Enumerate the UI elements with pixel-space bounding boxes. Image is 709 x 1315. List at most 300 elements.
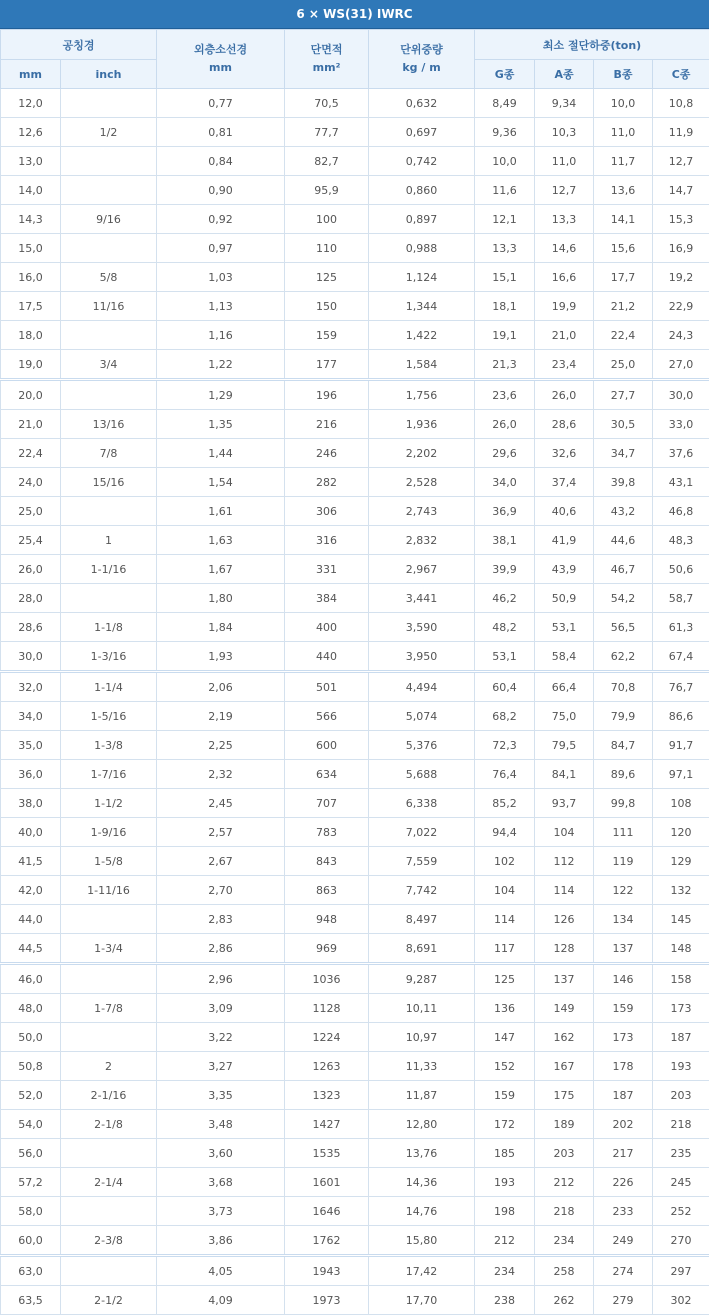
cell-grade-a: 58,4 (535, 642, 594, 672)
cell-grade-c: 46,8 (653, 497, 709, 526)
cell-mm: 57,2 (1, 1168, 61, 1197)
cell-grade-b: 13,6 (594, 176, 653, 205)
cell-cross-section: 100 (285, 205, 369, 234)
cell-outer-wire: 1,29 (157, 380, 285, 410)
cell-grade-c: 22,9 (653, 292, 709, 321)
cell-grade-g: 38,1 (475, 526, 535, 555)
cell-outer-wire: 3,60 (157, 1139, 285, 1168)
cell-inch (61, 234, 157, 263)
cell-grade-c: 10,8 (653, 89, 709, 118)
cell-cross-section: 783 (285, 818, 369, 847)
cell-inch: 1-5/16 (61, 702, 157, 731)
cell-grade-c: 145 (653, 905, 709, 934)
table-row (1, 1197, 709, 1226)
cell-cross-section: 600 (285, 731, 369, 760)
cell-grade-b: 21,2 (594, 292, 653, 321)
table-row (1, 234, 709, 263)
cell-grade-c: 148 (653, 934, 709, 964)
cell-unit-weight: 8,497 (369, 905, 475, 934)
header-grade-c: C종 (653, 60, 709, 89)
cell-grade-c: 173 (653, 994, 709, 1023)
header-inch: inch (61, 60, 157, 89)
cell-outer-wire: 3,68 (157, 1168, 285, 1197)
cell-grade-b: 10,0 (594, 89, 653, 118)
cell-grade-a: 84,1 (535, 760, 594, 789)
cell-inch (61, 89, 157, 118)
cell-unit-weight: 1,756 (369, 380, 475, 410)
cell-grade-a: 28,6 (535, 410, 594, 439)
cell-inch: 9/16 (61, 205, 157, 234)
cell-grade-g: 23,6 (475, 380, 535, 410)
cell-unit-weight: 1,124 (369, 263, 475, 292)
cell-outer-wire: 2,19 (157, 702, 285, 731)
cell-grade-g: 9,36 (475, 118, 535, 147)
cell-outer-wire: 2,86 (157, 934, 285, 964)
cell-inch: 1-3/8 (61, 731, 157, 760)
cell-grade-b: 62,2 (594, 642, 653, 672)
cell-inch: 1-1/8 (61, 613, 157, 642)
cell-outer-wire: 3,35 (157, 1081, 285, 1110)
cell-inch (61, 321, 157, 350)
cell-grade-g: 102 (475, 847, 535, 876)
cell-grade-b: 22,4 (594, 321, 653, 350)
cell-grade-g: 94,4 (475, 818, 535, 847)
cell-grade-g: 48,2 (475, 613, 535, 642)
cell-cross-section: 384 (285, 584, 369, 613)
cell-unit-weight: 1,584 (369, 350, 475, 380)
cell-grade-a: 19,9 (535, 292, 594, 321)
cell-outer-wire: 2,70 (157, 876, 285, 905)
cell-outer-wire: 2,57 (157, 818, 285, 847)
cell-grade-b: 202 (594, 1110, 653, 1139)
cell-mm: 36,0 (1, 760, 61, 789)
cell-cross-section: 566 (285, 702, 369, 731)
cell-outer-wire: 1,61 (157, 497, 285, 526)
cell-inch (61, 176, 157, 205)
table-row (1, 1256, 709, 1286)
cell-cross-section: 125 (285, 263, 369, 292)
cell-unit-weight: 1,936 (369, 410, 475, 439)
cell-grade-g: 159 (475, 1081, 535, 1110)
cell-grade-a: 137 (535, 964, 594, 994)
cell-grade-a: 21,0 (535, 321, 594, 350)
cell-outer-wire: 1,03 (157, 263, 285, 292)
cell-grade-c: 302 (653, 1286, 709, 1315)
cell-grade-b: 111 (594, 818, 653, 847)
cell-inch: 2-1/8 (61, 1110, 157, 1139)
cell-grade-g: 8,49 (475, 89, 535, 118)
table-row (1, 468, 709, 497)
cell-unit-weight: 0,897 (369, 205, 475, 234)
cell-unit-weight: 2,202 (369, 439, 475, 468)
table-row (1, 1168, 709, 1197)
cell-unit-weight: 3,950 (369, 642, 475, 672)
cell-unit-weight: 2,967 (369, 555, 475, 584)
header-outer-wire-diameter (157, 30, 285, 89)
cell-outer-wire: 1,67 (157, 555, 285, 584)
cell-inch: 2-1/4 (61, 1168, 157, 1197)
cell-grade-c: 48,3 (653, 526, 709, 555)
cell-grade-g: 12,1 (475, 205, 535, 234)
cell-grade-b: 70,8 (594, 672, 653, 702)
cell-grade-c: 187 (653, 1023, 709, 1052)
cell-grade-b: 11,0 (594, 118, 653, 147)
cell-mm: 60,0 (1, 1226, 61, 1256)
cell-inch: 11/16 (61, 292, 157, 321)
cell-grade-a: 32,6 (535, 439, 594, 468)
cell-mm: 63,5 (1, 1286, 61, 1315)
table-row (1, 642, 709, 672)
header-grade-g: G종 (475, 60, 535, 89)
cell-grade-g: 10,0 (475, 147, 535, 176)
cell-grade-a: 93,7 (535, 789, 594, 818)
table-row (1, 1023, 709, 1052)
cell-grade-c: 91,7 (653, 731, 709, 760)
cell-grade-g: 114 (475, 905, 535, 934)
cell-mm: 21,0 (1, 410, 61, 439)
cell-grade-g: 85,2 (475, 789, 535, 818)
cell-grade-b: 43,2 (594, 497, 653, 526)
cell-mm: 18,0 (1, 321, 61, 350)
cell-unit-weight: 2,528 (369, 468, 475, 497)
table-row (1, 439, 709, 468)
table-row (1, 410, 709, 439)
cell-unit-weight: 11,87 (369, 1081, 475, 1110)
cell-grade-b: 187 (594, 1081, 653, 1110)
cell-grade-g: 13,3 (475, 234, 535, 263)
cell-inch: 1 (61, 526, 157, 555)
cell-inch: 15/16 (61, 468, 157, 497)
cell-outer-wire: 1,44 (157, 439, 285, 468)
cell-grade-b: 226 (594, 1168, 653, 1197)
cell-mm: 26,0 (1, 555, 61, 584)
cell-outer-wire: 3,22 (157, 1023, 285, 1052)
cell-grade-a: 43,9 (535, 555, 594, 584)
cell-grade-b: 44,6 (594, 526, 653, 555)
cell-unit-weight: 7,559 (369, 847, 475, 876)
table-row (1, 876, 709, 905)
cell-unit-weight: 7,022 (369, 818, 475, 847)
table-row (1, 350, 709, 380)
cell-grade-a: 26,0 (535, 380, 594, 410)
cell-unit-weight: 5,376 (369, 731, 475, 760)
cell-grade-c: 235 (653, 1139, 709, 1168)
cell-grade-a: 40,6 (535, 497, 594, 526)
cell-grade-c: 24,3 (653, 321, 709, 350)
header-nominal-diameter: 공칭경 (1, 30, 157, 60)
table-row (1, 847, 709, 876)
cell-outer-wire: 3,86 (157, 1226, 285, 1256)
cell-grade-c: 27,0 (653, 350, 709, 380)
cell-inch (61, 1023, 157, 1052)
cell-grade-a: 126 (535, 905, 594, 934)
header-unit-weight-unit: kg / m (369, 59, 474, 77)
cell-unit-weight: 6,338 (369, 789, 475, 818)
cell-grade-b: 17,7 (594, 263, 653, 292)
cell-grade-g: 21,3 (475, 350, 535, 380)
cell-unit-weight: 2,832 (369, 526, 475, 555)
header-cross-section-unit: mm² (285, 59, 368, 77)
cell-grade-b: 15,6 (594, 234, 653, 263)
cell-mm: 25,4 (1, 526, 61, 555)
cell-unit-weight: 1,344 (369, 292, 475, 321)
table-row (1, 263, 709, 292)
cell-cross-section: 1601 (285, 1168, 369, 1197)
cell-inch: 1-11/16 (61, 876, 157, 905)
header-unit-weight-label: 단위중량 (369, 41, 474, 59)
cell-unit-weight: 10,97 (369, 1023, 475, 1052)
cell-inch: 2-3/8 (61, 1226, 157, 1256)
cell-grade-c: 132 (653, 876, 709, 905)
cell-mm: 63,0 (1, 1256, 61, 1286)
cell-inch: 5/8 (61, 263, 157, 292)
cell-unit-weight: 2,743 (369, 497, 475, 526)
cell-grade-c: 129 (653, 847, 709, 876)
cell-cross-section: 948 (285, 905, 369, 934)
cell-grade-b: 54,2 (594, 584, 653, 613)
table-row (1, 526, 709, 555)
cell-outer-wire: 0,90 (157, 176, 285, 205)
cell-grade-b: 99,8 (594, 789, 653, 818)
cell-grade-c: 270 (653, 1226, 709, 1256)
wire-rope-spec-table (0, 29, 709, 1315)
cell-mm: 52,0 (1, 1081, 61, 1110)
cell-outer-wire: 0,81 (157, 118, 285, 147)
cell-grade-a: 12,7 (535, 176, 594, 205)
cell-inch: 2-1/16 (61, 1081, 157, 1110)
cell-grade-c: 297 (653, 1256, 709, 1286)
table-row (1, 1052, 709, 1081)
cell-cross-section: 634 (285, 760, 369, 789)
cell-grade-b: 30,5 (594, 410, 653, 439)
cell-unit-weight: 10,11 (369, 994, 475, 1023)
cell-grade-c: 218 (653, 1110, 709, 1139)
cell-grade-g: 26,0 (475, 410, 535, 439)
table-row (1, 702, 709, 731)
cell-mm: 30,0 (1, 642, 61, 672)
cell-mm: 14,3 (1, 205, 61, 234)
cell-grade-a: 14,6 (535, 234, 594, 263)
cell-grade-b: 279 (594, 1286, 653, 1315)
table-row (1, 292, 709, 321)
table-row (1, 613, 709, 642)
cell-grade-b: 11,7 (594, 147, 653, 176)
cell-outer-wire: 1,13 (157, 292, 285, 321)
cell-grade-c: 50,6 (653, 555, 709, 584)
cell-grade-a: 50,9 (535, 584, 594, 613)
cell-cross-section: 1427 (285, 1110, 369, 1139)
cell-grade-b: 233 (594, 1197, 653, 1226)
cell-grade-g: 136 (475, 994, 535, 1023)
cell-cross-section: 400 (285, 613, 369, 642)
table-row (1, 1139, 709, 1168)
cell-grade-a: 112 (535, 847, 594, 876)
cell-mm: 28,0 (1, 584, 61, 613)
cell-cross-section: 1323 (285, 1081, 369, 1110)
cell-inch: 1-1/16 (61, 555, 157, 584)
cell-grade-b: 159 (594, 994, 653, 1023)
cell-inch (61, 1139, 157, 1168)
cell-mm: 56,0 (1, 1139, 61, 1168)
cell-grade-g: 53,1 (475, 642, 535, 672)
cell-grade-c: 67,4 (653, 642, 709, 672)
cell-grade-c: 37,6 (653, 439, 709, 468)
cell-unit-weight: 1,422 (369, 321, 475, 350)
cell-cross-section: 331 (285, 555, 369, 584)
cell-outer-wire: 1,80 (157, 584, 285, 613)
header-mm: mm (1, 60, 61, 89)
cell-grade-g: 19,1 (475, 321, 535, 350)
cell-grade-a: 167 (535, 1052, 594, 1081)
cell-cross-section: 1535 (285, 1139, 369, 1168)
cell-grade-a: 10,3 (535, 118, 594, 147)
table-row (1, 964, 709, 994)
cell-grade-b: 137 (594, 934, 653, 964)
cell-outer-wire: 3,09 (157, 994, 285, 1023)
cell-grade-a: 41,9 (535, 526, 594, 555)
cell-mm: 22,4 (1, 439, 61, 468)
cell-mm: 32,0 (1, 672, 61, 702)
cell-outer-wire: 2,83 (157, 905, 285, 934)
cell-grade-g: 39,9 (475, 555, 535, 584)
table-row (1, 147, 709, 176)
cell-mm: 28,6 (1, 613, 61, 642)
cell-grade-a: 13,3 (535, 205, 594, 234)
cell-inch: 3/4 (61, 350, 157, 380)
header-cross-section (285, 30, 369, 89)
cell-unit-weight: 0,632 (369, 89, 475, 118)
cell-cross-section: 216 (285, 410, 369, 439)
cell-inch (61, 147, 157, 176)
cell-mm: 44,5 (1, 934, 61, 964)
cell-unit-weight: 14,76 (369, 1197, 475, 1226)
cell-grade-c: 120 (653, 818, 709, 847)
cell-inch (61, 1256, 157, 1286)
cell-grade-c: 58,7 (653, 584, 709, 613)
cell-grade-c: 193 (653, 1052, 709, 1081)
cell-grade-g: 238 (475, 1286, 535, 1315)
cell-grade-b: 39,8 (594, 468, 653, 497)
cell-grade-a: 53,1 (535, 613, 594, 642)
cell-grade-g: 117 (475, 934, 535, 964)
cell-unit-weight: 9,287 (369, 964, 475, 994)
cell-grade-g: 172 (475, 1110, 535, 1139)
cell-grade-g: 46,2 (475, 584, 535, 613)
header-unit-weight (369, 30, 475, 89)
cell-grade-b: 46,7 (594, 555, 653, 584)
cell-grade-a: 189 (535, 1110, 594, 1139)
cell-mm: 14,0 (1, 176, 61, 205)
table-body (1, 89, 709, 1315)
cell-grade-a: 16,6 (535, 263, 594, 292)
cell-inch: 1-3/16 (61, 642, 157, 672)
cell-inch: 1-1/4 (61, 672, 157, 702)
cell-unit-weight: 5,074 (369, 702, 475, 731)
table-row (1, 380, 709, 410)
table-row (1, 731, 709, 760)
cell-unit-weight: 3,441 (369, 584, 475, 613)
cell-cross-section: 1762 (285, 1226, 369, 1256)
header-grade-b: B종 (594, 60, 653, 89)
table-row (1, 205, 709, 234)
cell-inch (61, 964, 157, 994)
cell-grade-b: 56,5 (594, 613, 653, 642)
cell-outer-wire: 1,84 (157, 613, 285, 642)
cell-grade-a: 175 (535, 1081, 594, 1110)
cell-grade-b: 89,6 (594, 760, 653, 789)
cell-cross-section: 110 (285, 234, 369, 263)
cell-mm: 34,0 (1, 702, 61, 731)
cell-grade-c: 158 (653, 964, 709, 994)
cell-unit-weight: 0,697 (369, 118, 475, 147)
cell-grade-a: 234 (535, 1226, 594, 1256)
cell-outer-wire: 2,45 (157, 789, 285, 818)
cell-grade-a: 66,4 (535, 672, 594, 702)
cell-grade-a: 149 (535, 994, 594, 1023)
cell-inch: 2-1/2 (61, 1286, 157, 1315)
cell-grade-b: 217 (594, 1139, 653, 1168)
cell-unit-weight: 17,70 (369, 1286, 475, 1315)
cell-outer-wire: 2,32 (157, 760, 285, 789)
cell-grade-g: 36,9 (475, 497, 535, 526)
cell-outer-wire: 1,63 (157, 526, 285, 555)
table-row (1, 1286, 709, 1315)
cell-mm: 12,0 (1, 89, 61, 118)
cell-grade-g: 18,1 (475, 292, 535, 321)
cell-grade-c: 30,0 (653, 380, 709, 410)
cell-cross-section: 1263 (285, 1052, 369, 1081)
cell-cross-section: 77,7 (285, 118, 369, 147)
cell-grade-a: 262 (535, 1286, 594, 1315)
cell-cross-section: 707 (285, 789, 369, 818)
cell-inch: 7/8 (61, 439, 157, 468)
table-title: 6 × WS(31) IWRC (0, 0, 709, 29)
cell-cross-section: 196 (285, 380, 369, 410)
cell-inch: 2 (61, 1052, 157, 1081)
cell-grade-a: 79,5 (535, 731, 594, 760)
cell-grade-g: 11,6 (475, 176, 535, 205)
cell-outer-wire: 4,05 (157, 1256, 285, 1286)
cell-outer-wire: 2,96 (157, 964, 285, 994)
cell-grade-c: 97,1 (653, 760, 709, 789)
table-row (1, 994, 709, 1023)
cell-cross-section: 70,5 (285, 89, 369, 118)
header-cross-section-label: 단면적 (285, 41, 368, 59)
cell-grade-b: 249 (594, 1226, 653, 1256)
cell-cross-section: 316 (285, 526, 369, 555)
cell-inch (61, 1197, 157, 1226)
cell-cross-section: 95,9 (285, 176, 369, 205)
cell-outer-wire: 1,22 (157, 350, 285, 380)
cell-outer-wire: 4,09 (157, 1286, 285, 1315)
cell-grade-b: 178 (594, 1052, 653, 1081)
cell-grade-a: 9,34 (535, 89, 594, 118)
cell-mm: 48,0 (1, 994, 61, 1023)
cell-grade-a: 37,4 (535, 468, 594, 497)
cell-grade-g: 68,2 (475, 702, 535, 731)
cell-grade-c: 61,3 (653, 613, 709, 642)
cell-mm: 20,0 (1, 380, 61, 410)
cell-mm: 40,0 (1, 818, 61, 847)
cell-unit-weight: 17,42 (369, 1256, 475, 1286)
cell-cross-section: 282 (285, 468, 369, 497)
cell-inch: 1-7/8 (61, 994, 157, 1023)
cell-grade-g: 125 (475, 964, 535, 994)
cell-grade-a: 128 (535, 934, 594, 964)
cell-grade-a: 258 (535, 1256, 594, 1286)
cell-cross-section: 501 (285, 672, 369, 702)
table-row (1, 934, 709, 964)
